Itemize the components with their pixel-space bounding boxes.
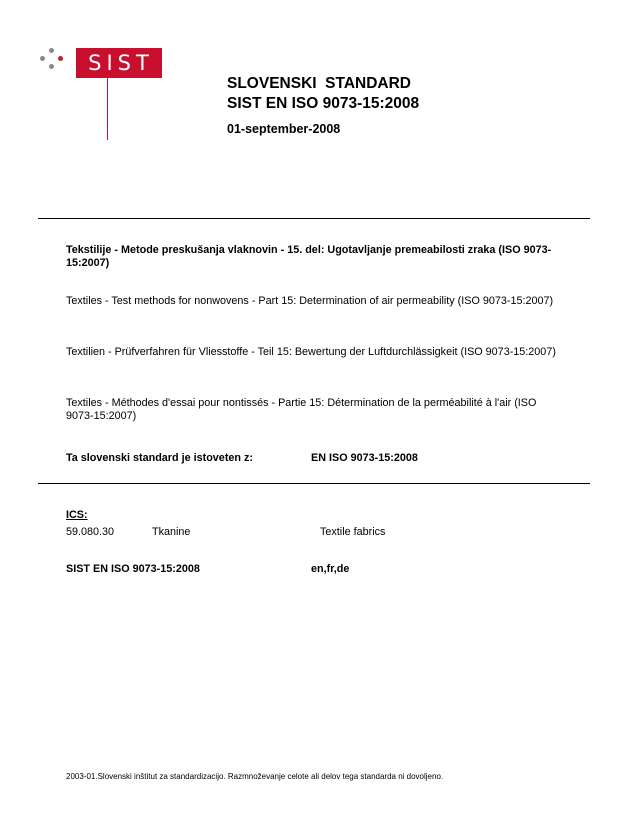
ics-code: 59.080.30 bbox=[66, 526, 115, 538]
title-french: Textiles - Méthodes d'essai pour nontissés - Partie 15: Détermination de la perméabilité à l'air (ISO 9073-15:2007) bbox=[66, 397, 537, 422]
title-slovenian: Tekstilije - Metode preskušanja vlaknovin - 15. del: Ugotavljanje premeabilosti zraka (ISO 9073-15:2007) bbox=[66, 244, 552, 269]
ics-name-en: Textile fabrics bbox=[320, 526, 386, 538]
document-header bbox=[227, 74, 419, 136]
title-english: Textiles - Test methods for nonwovens - Part 15: Determination of air permeability (ISO 9073-15:2007) bbox=[66, 295, 554, 307]
standard-type: SLOVENSKI STANDARD bbox=[227, 75, 412, 92]
bottom-divider bbox=[38, 483, 590, 484]
equivalence-value: EN ISO 9073-15:2008 bbox=[311, 452, 418, 464]
ics-label: ICS: bbox=[66, 509, 88, 521]
ics-name-sl: Tkanine bbox=[152, 526, 191, 538]
equivalence-row bbox=[66, 452, 418, 464]
sist-logo bbox=[36, 48, 166, 92]
summary-standard-id: SIST EN ISO 9073-15:2008 bbox=[66, 563, 200, 575]
copyright-footer: 2003-01.Slovenski inštitut za standardizacijo. Razmnoževanje celote ali delov tega standarda ni dovoljeno. bbox=[66, 772, 444, 781]
logo-wordmark: SIST bbox=[76, 48, 162, 78]
logo-stem bbox=[107, 78, 108, 140]
top-divider bbox=[38, 218, 590, 219]
logo-dots-icon bbox=[36, 48, 72, 88]
summary-languages: en,fr,de bbox=[311, 563, 350, 575]
equivalence-label: Ta slovenski standard je istoveten z: bbox=[66, 452, 254, 464]
publication-date: 01-september-2008 bbox=[227, 122, 341, 136]
title-german: Textilien - Prüfverfahren für Vliesstoffe - Teil 15: Bewertung der Luftdurchlässigkeit (ISO 9073-15:2007) bbox=[66, 346, 556, 358]
standard-id: SIST EN ISO 9073-15:2008 bbox=[227, 95, 420, 112]
